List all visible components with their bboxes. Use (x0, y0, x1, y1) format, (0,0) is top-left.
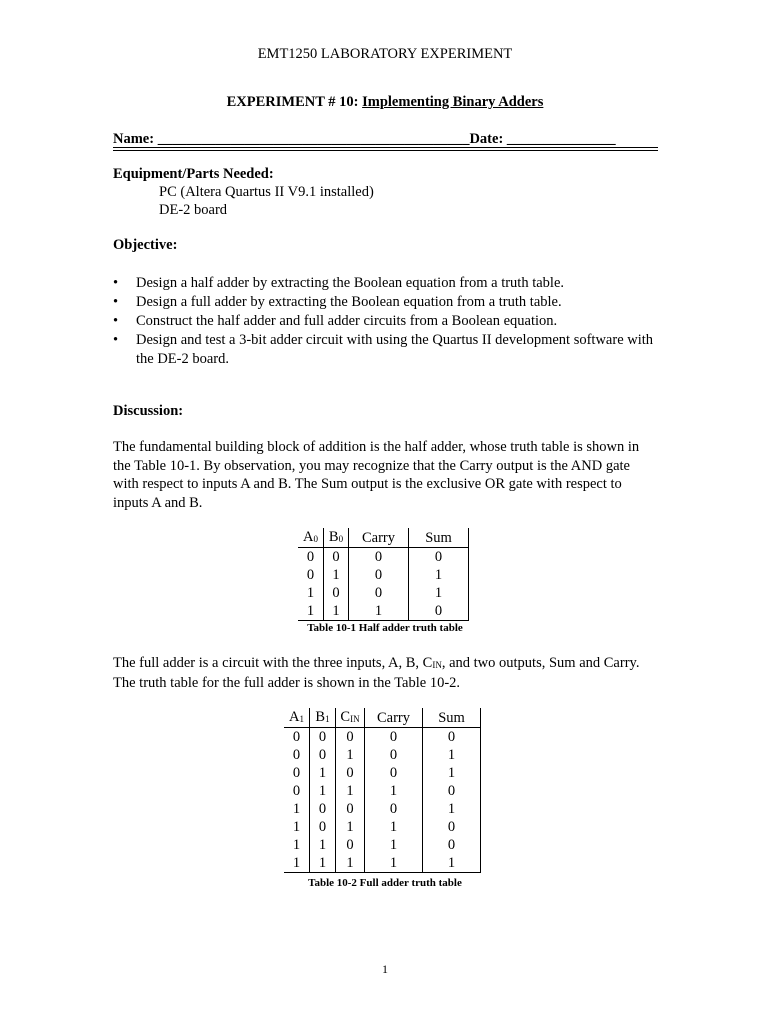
cell: 0 (310, 728, 336, 747)
cell: 1 (310, 836, 336, 854)
cell: 0 (423, 728, 481, 747)
cell: 1 (284, 854, 310, 873)
cell: 1 (324, 602, 349, 621)
table-row (284, 782, 481, 800)
col-header: Sum (409, 528, 469, 548)
header-rule-double (113, 150, 658, 151)
table-row (298, 566, 469, 584)
bullet-marker: • (113, 294, 119, 310)
equipment-item: DE-2 board (159, 202, 228, 218)
page-number: 1 (382, 962, 388, 976)
cell: 0 (365, 764, 423, 782)
cell: 1 (409, 584, 469, 602)
cell: 0 (336, 800, 365, 818)
equipment-item: PC (Altera Quartus II V9.1 installed) (159, 184, 374, 200)
cell: 1 (336, 854, 365, 873)
objective-text: Design a half adder by extracting the Boolean equation from a truth table. (136, 275, 565, 291)
cell: 0 (284, 728, 310, 747)
cell: 1 (336, 818, 365, 836)
table-row (298, 548, 469, 567)
name-label: Name: (113, 131, 158, 147)
table-row (284, 800, 481, 818)
discussion-paragraph: The full adder is a circuit with the three inputs, A, B, $C_{IN}$, and two outputs, Sum and Carry. The truth table for the full adder is shown in the Table 10-2. (113, 655, 640, 691)
objective-text: Design and test a 3-bit adder circuit with using the Quartus II development software with the DE-2 board. (136, 332, 654, 367)
col-header: $A_1$ (284, 708, 310, 728)
objective-heading: Objective: (113, 237, 178, 253)
cell: 0 (298, 566, 324, 584)
cell: 0 (365, 728, 423, 747)
cell: 0 (336, 836, 365, 854)
date-blank: _______________ (506, 131, 616, 147)
discussion-paragraph: The fundamental building block of addition is the half adder, whose truth table is shown in the Table 10-1. By observation, you may recognize that the Carry output is the AND gate with respect to inputs A and B. The Sum output is the exclusive OR gate with respect to inputs A and B. (113, 439, 640, 511)
cell: 1 (336, 782, 365, 800)
cell: 0 (324, 548, 349, 567)
table-caption: Table 10-1 Half adder truth table (307, 622, 463, 634)
cell: 1 (324, 566, 349, 584)
experiment-prefix: EXPERIMENT # 10: (226, 94, 363, 110)
cell: 1 (284, 836, 310, 854)
list-item (113, 312, 673, 331)
table-row (284, 836, 481, 854)
cell: 1 (310, 782, 336, 800)
experiment-name: Implementing Binary Adders (362, 94, 544, 110)
objective-text: Design a full adder by extracting the Boolean equation from a truth table. (136, 294, 562, 310)
table-row (284, 818, 481, 836)
cell: 1 (310, 854, 336, 873)
cell: 1 (298, 584, 324, 602)
col-header: Carry (365, 708, 423, 728)
cell: 1 (298, 602, 324, 621)
objective-text: Construct the half adder and full adder circuits from a Boolean equation. (136, 313, 558, 329)
table-header-row (284, 708, 481, 728)
cell: 1 (365, 782, 423, 800)
cell: 0 (365, 746, 423, 764)
cell: 0 (336, 728, 365, 747)
name-blank: ___________________________________________ (157, 131, 470, 147)
cell: 0 (423, 836, 481, 854)
table-caption: Table 10-2 Full adder truth table (308, 877, 462, 889)
equipment-heading: Equipment/Parts Needed: (113, 166, 274, 182)
cell: 1 (349, 602, 409, 621)
table-header-row (298, 528, 469, 548)
date-label: Date: (469, 131, 507, 147)
col-header: $B_0$ (324, 528, 349, 548)
cell: 1 (310, 764, 336, 782)
bullet-marker: • (113, 275, 119, 291)
cell: 0 (365, 800, 423, 818)
cell: 0 (349, 566, 409, 584)
list-item (113, 293, 673, 312)
list-item (113, 274, 673, 293)
cell: 0 (310, 800, 336, 818)
table-row (284, 854, 481, 873)
cell: 0 (284, 764, 310, 782)
table-row (284, 746, 481, 764)
cell: 1 (284, 800, 310, 818)
table-row (298, 602, 469, 621)
table-row (284, 764, 481, 782)
header-rule (113, 147, 658, 148)
objective-list (113, 274, 673, 369)
cell: 1 (409, 566, 469, 584)
cell: 0 (310, 818, 336, 836)
cell: 1 (284, 818, 310, 836)
cell: 0 (336, 764, 365, 782)
bullet-marker: • (113, 332, 119, 348)
cell: 1 (423, 746, 481, 764)
table-row (284, 728, 481, 747)
cell: 0 (284, 782, 310, 800)
cell: 0 (423, 818, 481, 836)
cell: 0 (409, 602, 469, 621)
cell: 0 (310, 746, 336, 764)
col-header: Sum (423, 708, 481, 728)
cell: 1 (423, 764, 481, 782)
half-adder-table (298, 528, 469, 621)
cell: 0 (298, 548, 324, 567)
cell: 1 (423, 854, 481, 873)
col-header: Carry (349, 528, 409, 548)
cell: 0 (423, 782, 481, 800)
cell: 0 (284, 746, 310, 764)
cell: 0 (349, 548, 409, 567)
cell: 0 (349, 584, 409, 602)
col-header: $C_{IN}$ (336, 708, 365, 728)
col-header: $B_1$ (310, 708, 336, 728)
cell: 1 (365, 836, 423, 854)
name-date-line (113, 131, 658, 148)
cell: 1 (423, 800, 481, 818)
bullet-marker: • (113, 313, 119, 329)
list-item (113, 331, 673, 369)
cell: 0 (324, 584, 349, 602)
cell: 1 (336, 746, 365, 764)
cell: 1 (365, 854, 423, 873)
cell: 1 (365, 818, 423, 836)
discussion-heading: Discussion: (113, 403, 184, 419)
experiment-title (0, 94, 770, 111)
col-header: $A_0$ (298, 528, 324, 548)
table-row (298, 584, 469, 602)
full-adder-table (284, 708, 481, 873)
cell: 0 (409, 548, 469, 567)
lab-title: EMT1250 LABORATORY EXPERIMENT (257, 46, 513, 62)
